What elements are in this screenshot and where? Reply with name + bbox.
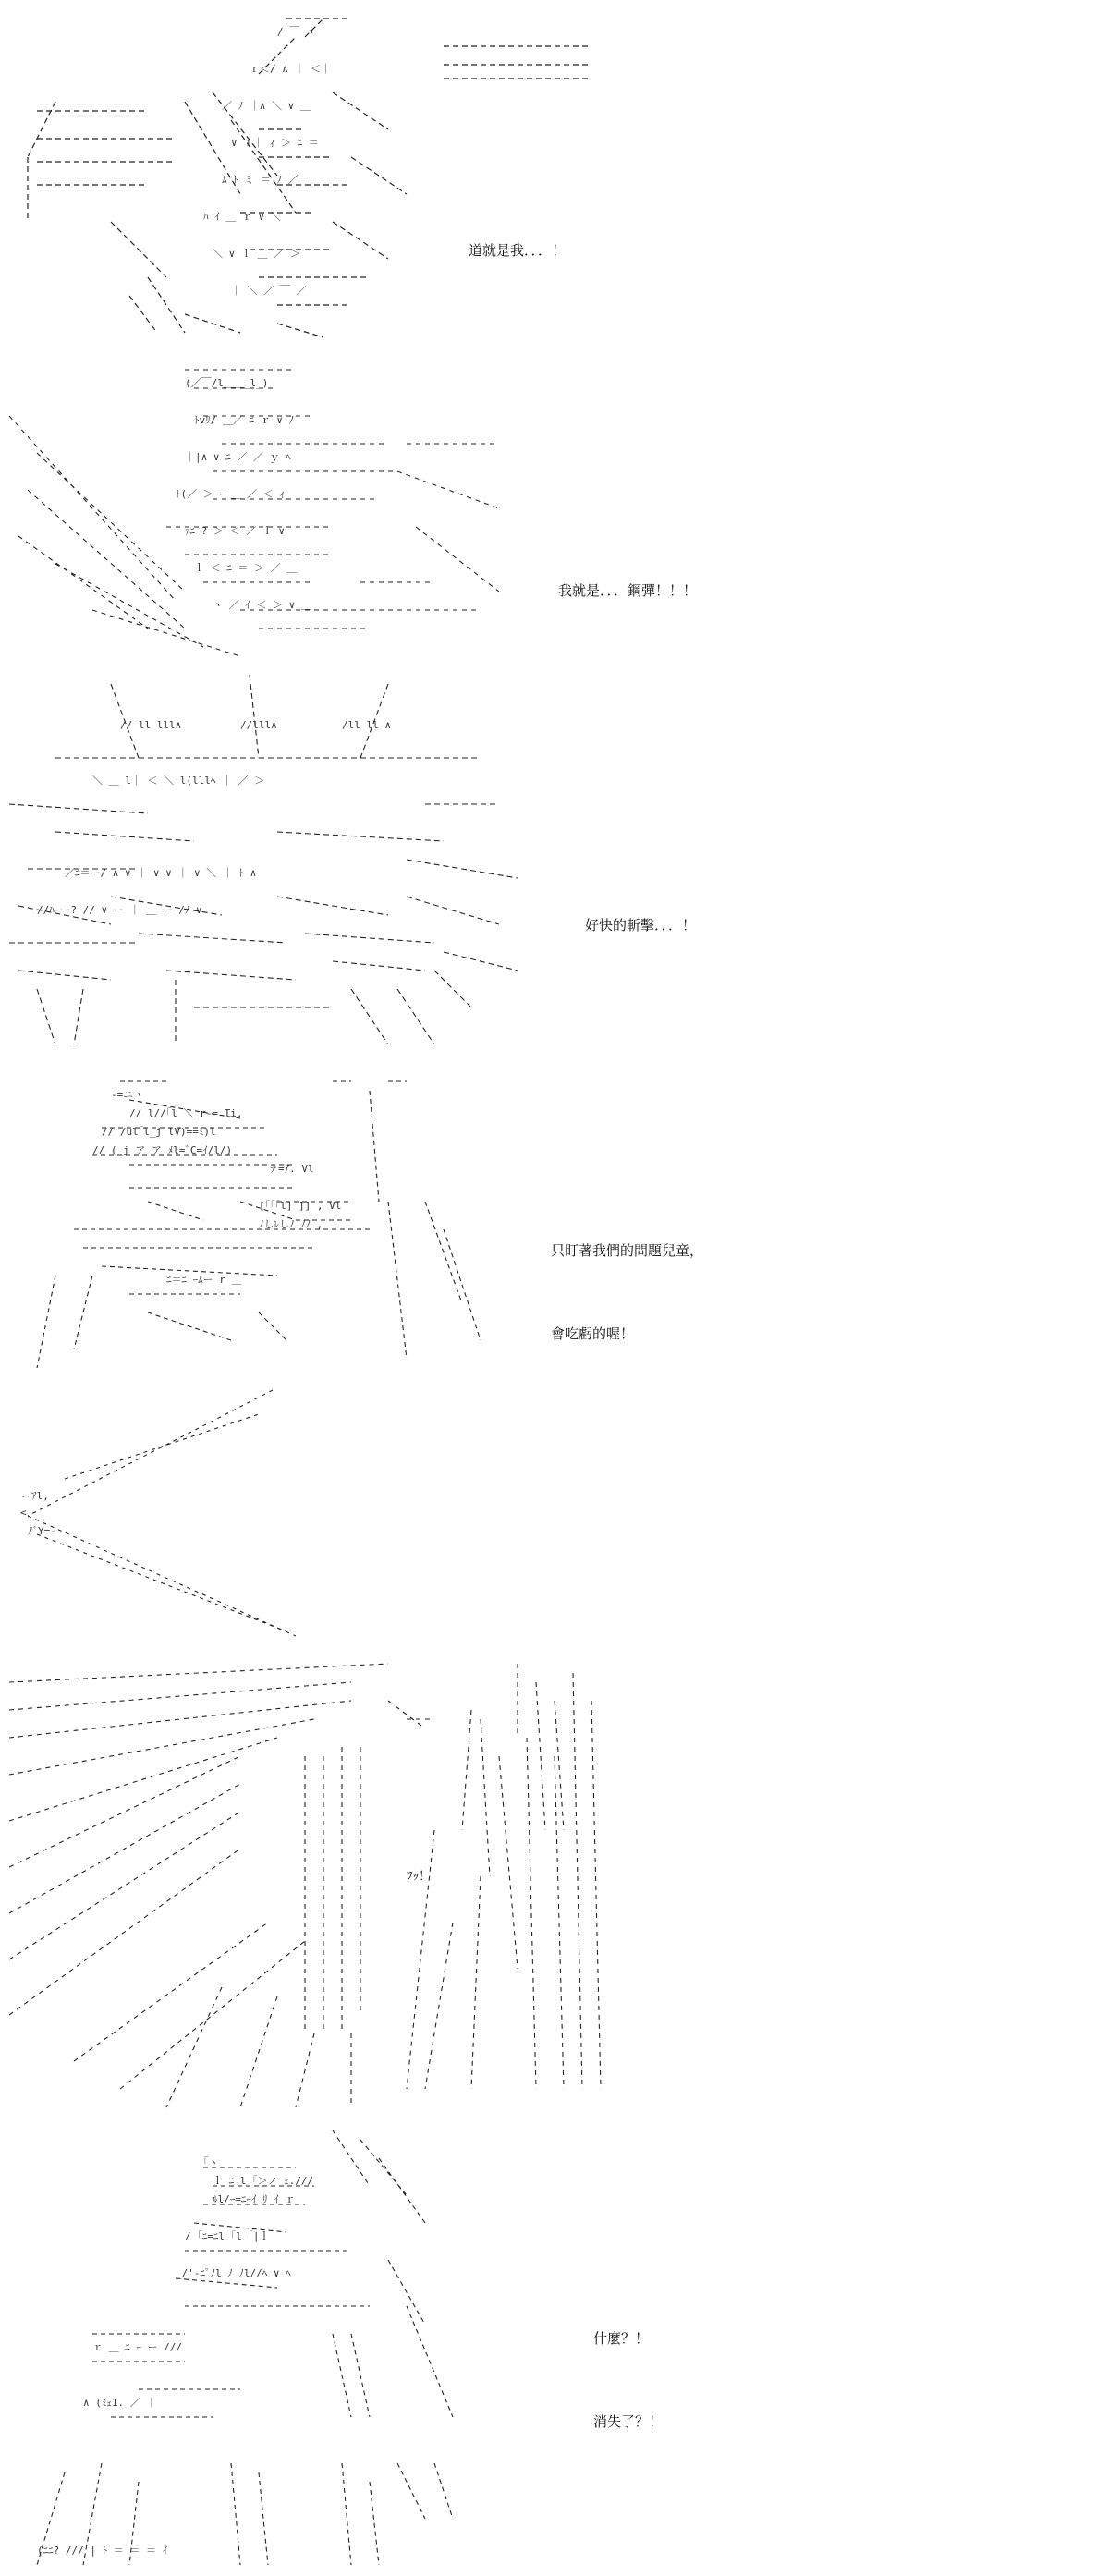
- svg-text:＼ ∨ ｌ ＿ ／ ＞: ＼ ∨ ｌ ＿ ／ ＞: [213, 248, 300, 260]
- svg-text:(／￣/l＿＿_l_): (／￣/l＿＿_l_): [185, 377, 269, 389]
- svg-text:/ll ll ∧: /ll ll ∧: [342, 719, 391, 731]
- svg-text://lll∧: //lll∧: [240, 719, 277, 731]
- svg-text:// (_j ア ア ﾒl=ﾞC=ｲ/l/): // (_j ア ア ﾒl=ﾞC=ｲ/l/): [92, 1144, 233, 1156]
- ascii-art-armored-figure: [0, 1063, 536, 1377]
- panel-6: [0, 1645, 1109, 2112]
- panel-1: [0, 0, 1109, 351]
- dialogue-line: ﾌｯ！: [407, 1870, 432, 1884]
- svg-text:ﾄvﾘ/ ＿／ ﾆ ｒ ∨ ﾉ: ﾄvﾘ/ ＿／ ﾆ ｒ ∨ ﾉ: [194, 414, 294, 426]
- panel-5: [0, 1377, 1109, 1645]
- dialogue-panel-2: [558, 521, 697, 660]
- ascii-art-twin-blades: [0, 656, 554, 1063]
- dialogue-line: 好快的斬擊．．．！: [585, 917, 697, 934]
- dialogue-line: 會吃虧的喔！: [551, 1325, 635, 1342]
- svg-text:／ ﾉ ｜∧ ＼ ∨ ＿: ／ ﾉ ｜∧ ＼ ∨ ＿: [222, 100, 311, 112]
- svg-text:ﾑ ﾄ ミ ＝ ﾉ ／: ﾑ ﾄ ミ ＝ ﾉ ／: [222, 174, 299, 186]
- svg-text:ﾉしﾚしﾉ ﾉﾉ ,: ﾉしﾚしﾉ ﾉﾉ ,: [259, 1218, 323, 1230]
- svg-text:ｧﾆ ? ＞ ＜ ／ ｌ ∨: ｧﾆ ? ＞ ＜ ／ ｌ ∨: [185, 525, 285, 537]
- svg-text:∨ ｉ｜ ｨ ＞ ﾆ ＝: ∨ ｉ｜ ｨ ＞ ﾆ ＝: [231, 137, 319, 149]
- panel-4: [0, 1063, 1109, 1377]
- panel-2: [0, 351, 1109, 656]
- panel-7: [0, 2112, 1109, 2576]
- svg-text:｢ヽ: ｢ヽ: [203, 2156, 219, 2168]
- svg-text:ﾙl/ｰ=ﾆｰｲ ﾘ ｲ ｒ: ﾙl/ｰ=ﾆｰｲ ﾘ ｲ ｒ: [213, 2193, 296, 2205]
- dialogue-panel-4: [551, 1181, 703, 1403]
- panel-3: [0, 656, 1109, 1063]
- svg-text:ァ=ｱ. Vl: ァ=ｱ. Vl: [268, 1163, 314, 1175]
- ascii-art-figure-vanishing: [0, 2112, 499, 2576]
- svg-text:ﾊ ｲ ＿ ｒ ∨ ＼: ﾊ ｲ ＿ ｒ ∨ ＼: [203, 211, 281, 223]
- dialogue-line: 道就是我．．．！: [469, 242, 567, 259]
- svg-text:/ ￣ ヽ: / ￣ ヽ: [277, 26, 316, 38]
- svg-text:-=ニヽ: -=ニヽ: [111, 1089, 144, 1101]
- svg-text:// l//｢l ＼ r-= Ti.: // l//｢l ＼ r-= Ti.: [129, 1107, 243, 1119]
- svg-text:｜ ＼ ／ ￣ ／: ｜ ＼ ／ ￣ ／: [231, 285, 307, 297]
- svg-text:[｢｢｢l] ]] , Vl: [｢｢｢l] ]] , Vl: [259, 1200, 342, 1212]
- svg-text:// /ul｢l_j lV)==ﾐ)l: // /ul｢l_j lV)==ﾐ)l: [102, 1126, 216, 1138]
- dialogue-line: 消失了？！: [593, 2413, 664, 2430]
- dialogue-panel-3: [585, 856, 696, 995]
- svg-text:ﾄ(／ ＞ ｰ ＿ ／ ＜ ｨ: ﾄ(／ ＞ ｰ ＿ ／ ＜ ｨ: [176, 488, 285, 500]
- svg-text:_/'-ﾆﾟﾉl ﾉ ﾉl//ﾍ ∨ ﾍ: _/'-ﾆﾟﾉl ﾉ ﾉl//ﾍ ∨ ﾍ: [176, 2267, 291, 2279]
- svg-text:∧ (ﾐｪ1. ／ ｜: ∧ (ﾐｪ1. ／ ｜: [83, 2397, 157, 2409]
- svg-text:ヽ ／ ｲ ＜ ＞ ∨ ＿: ヽ ／ ｲ ＜ ＞ ∨ ＿: [213, 599, 311, 611]
- svg-text:<: <: [20, 1507, 27, 1519]
- svg-text:＼ ＿ l｜ ＜ ＼ l(lllﾍ ｜ ／ ＞: ＼ ＿ l｜ ＜ ＼ l(lllﾍ ｜ ／ ＞: [92, 775, 265, 787]
- svg-text:／ﾆ＝ー/ ∧ ∨ ｜ ∨ ∨ ｜ ∨ ＼ ｜ ﾄ ∧: ／ﾆ＝ー/ ∧ ∨ ｜ ∨ ∨ ｜ ∨ ＼ ｜ ﾄ ∧: [65, 867, 257, 879]
- svg-text:｜|∧ ∨ ﾆ ／ ／ ｙ ﾍ: ｜|∧ ∨ ﾆ ／ ／ ｙ ﾍ: [185, 451, 291, 463]
- svg-text:/ ｢ﾆ=ﾆl ｢l ｢|ｌ: / ｢ﾆ=ﾆl ｢l ｢|ｌ: [185, 2230, 270, 2242]
- svg-text:ｒ ＿ ﾆ ｰ ー ///: ｒ ＿ ﾆ ｰ ー ///: [92, 2341, 182, 2353]
- svg-text:ｒ＜/ ∧ ｜ ＜｜: ｒ＜/ ∧ ｜ ＜｜: [250, 63, 332, 75]
- ascii-art-mecha-charge: [0, 351, 554, 656]
- ascii-art-burst-lines: [0, 1645, 628, 2112]
- dialogue-line: 什麼？！: [593, 2330, 650, 2347]
- svg-text://ﾊ ー? // ∨ ー ｜ ＿ ー /ﾉ ∨: //ﾊ ー? // ∨ ー ｜ ＿ ー /ﾉ ∨: [37, 904, 202, 916]
- svg-text:(ﾆﾆ? /// | ﾄ ＝ ＝ ＝ ｲ: (ﾆﾆ? /// | ﾄ ＝ ＝ ＝ ｲ: [37, 2545, 168, 2557]
- dialogue-panel-1: [469, 181, 566, 320]
- svg-text:ﾆ＝ﾆ ｰﾑー r ＿: ﾆ＝ﾆ ｰﾑー r ＿: [166, 1274, 242, 1286]
- svg-text:ｌ ﾆ l ｢＞ノ ｪ.///: ｌ ﾆ l ｢＞ノ ｪ.///: [213, 2175, 314, 2187]
- svg-text:ｌ ＜ ﾆ ＝ ＞ ／ ＿: ｌ ＜ ﾆ ＝ ＞ ／ ＿: [194, 562, 298, 574]
- dialogue-panel-6: [407, 1808, 431, 1947]
- dialogue-line: 只盯著我們的問題兒童，: [551, 1242, 704, 1259]
- svg-text:// ll lll∧: // ll lll∧: [120, 719, 182, 731]
- ascii-art-speed-streak: [0, 1377, 388, 1645]
- dialogue-panel-7: [593, 2269, 663, 2491]
- svg-text:ﾉﾞY=-: ﾉﾞY=-: [28, 1525, 56, 1537]
- dialogue-line: 我就是．．．鋼彈！！！: [558, 582, 698, 599]
- svg-text:-ｰｱl,: -ｰｱl,: [20, 1490, 49, 1502]
